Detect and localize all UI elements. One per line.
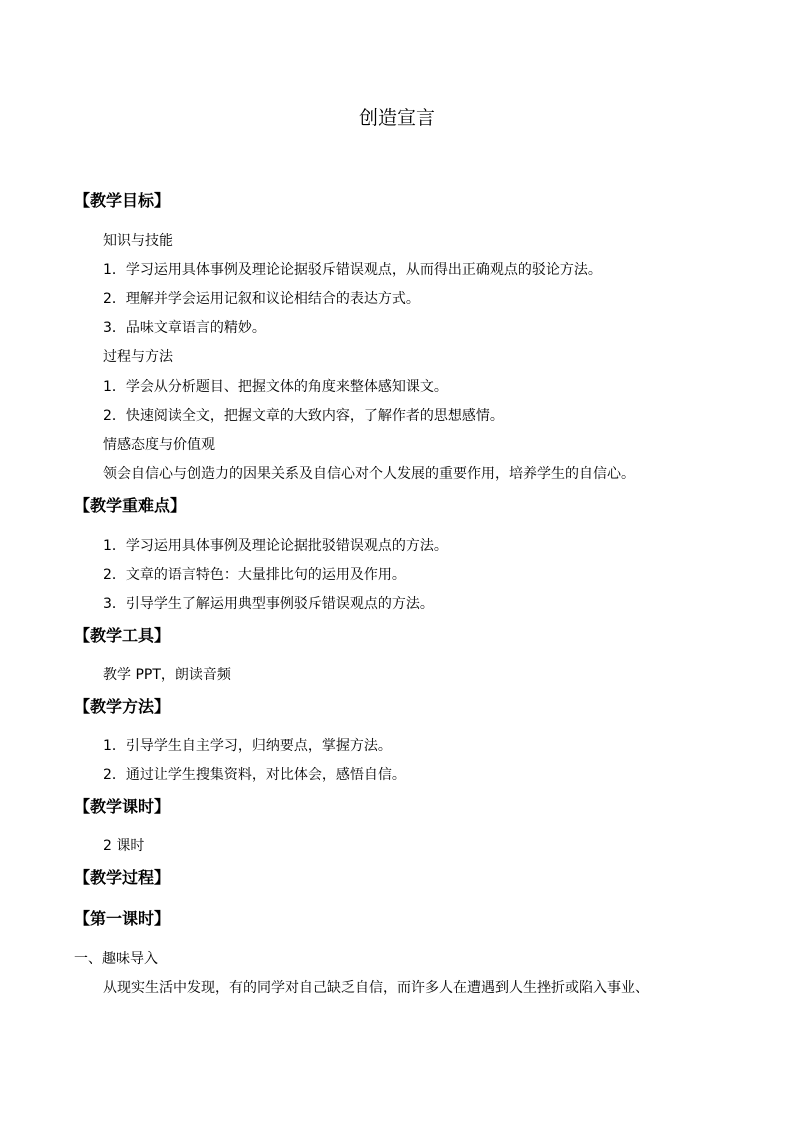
section-heading-goals: 【教学目标】 [74,191,171,210]
hours-text: 2 课时 [103,838,145,854]
key-point-item: 2．文章的语言特色：大量排比句的运用及作用。 [103,567,406,583]
key-point-item: 1．学习运用具体事例及理论论据批驳错误观点的方法。 [103,538,448,554]
goal-paragraph: 领会自信心与创造力的因果关系及自信心对个人发展的重要作用，培养学生的自信心。 [103,466,635,482]
section-heading-first-lesson: 【第一课时】 [74,909,171,928]
section-heading-tools: 【教学工具】 [74,626,171,645]
goal-item: 3．品味文章语言的精妙。 [103,320,266,336]
method-item: 2．通过让学生搜集资料，对比体会，感悟自信。 [103,767,406,783]
tools-text: 教学 PPT，朗读音频 [103,667,231,683]
section-heading-key-points: 【教学重难点】 [74,496,187,515]
subheading-knowledge: 知识与技能 [103,233,173,249]
subheading-emotion: 情感态度与价值观 [103,437,215,453]
key-point-item: 3．引导学生了解运用典型事例驳斥错误观点的方法。 [103,596,434,612]
process-paragraph: 从现实生活中发现，有的同学对自己缺乏自信，而许多人在遭遇到人生挫折或陷入事业、 [103,980,649,996]
section-heading-hours: 【教学课时】 [74,797,171,816]
goal-item: 2．理解并学会运用记叙和议论相结合的表达方式。 [103,291,420,307]
process-step-heading: 一、趣味导入 [74,951,158,967]
section-heading-methods: 【教学方法】 [74,697,171,716]
goal-item: 1．学会从分析题目、把握文体的角度来整体感知课文。 [103,379,448,395]
section-heading-process: 【教学过程】 [74,868,171,887]
goal-item: 2．快速阅读全文，把握文章的大致内容，了解作者的思想感情。 [103,408,504,424]
method-item: 1．引导学生自主学习，归纳要点，掌握方法。 [103,738,392,754]
subheading-process: 过程与方法 [103,349,173,365]
document-title: 创造宣言 [358,107,435,129]
goal-item: 1．学习运用具体事例及理论论据驳斥错误观点，从而得出正确观点的驳论方法。 [103,262,602,278]
